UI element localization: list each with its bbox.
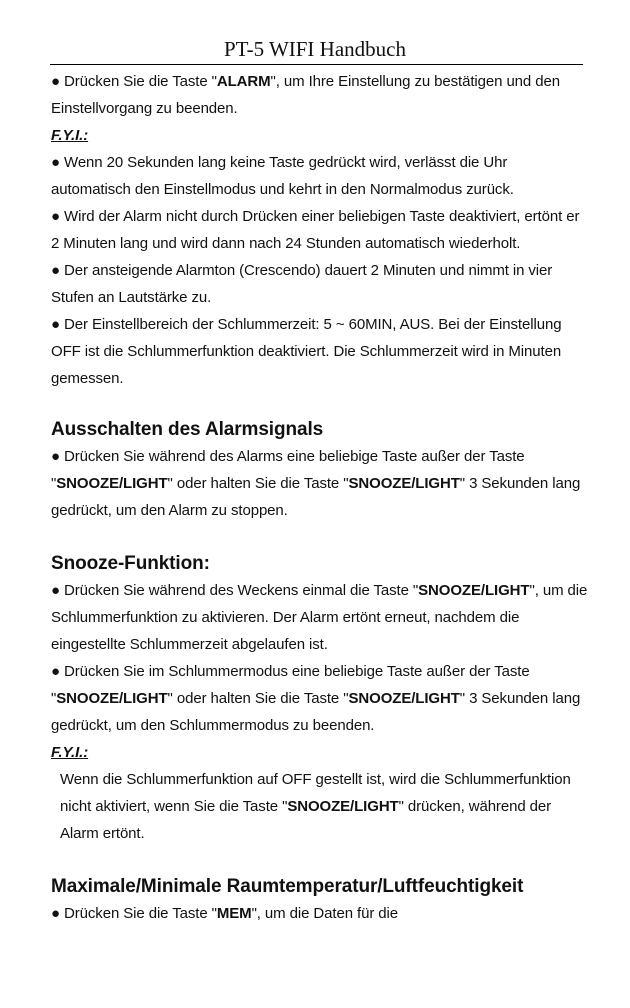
snooze-paragraph-off-note (51, 766, 591, 847)
text-run: " 3 Sekunden lang gedrückt, um den Schlummermodus zu beenden. (51, 690, 581, 734)
text-run: ", um die Daten für die (251, 905, 398, 922)
key-snooze-light: SNOOZE/LIGHT (287, 798, 399, 815)
text-run: ● Drücken Sie während des Weckens einmal die Taste " (51, 582, 419, 599)
text-run: ", um Ihre Einstellung zu bestätigen und den Einstellvorgang zu beenden. (51, 73, 560, 117)
section-title-snooze: Snooze-Funktion: (51, 553, 210, 574)
text-run: ● Drücken Sie die Taste " (51, 73, 217, 90)
text-run: " oder halten Sie die Taste " (167, 475, 349, 492)
key-snooze-light: SNOOZE/LIGHT (348, 690, 460, 707)
manual-content (51, 68, 591, 927)
section-title-max-min: Maximale/Minimale Raumtemperatur/Luftfeuchtigkeit (51, 876, 524, 897)
fyi-label: F.Y.I.: (51, 744, 89, 761)
snooze-paragraph-exit (51, 658, 591, 739)
key-snooze-light: SNOOZE/LIGHT (56, 690, 168, 707)
max-min-paragraph (51, 900, 591, 927)
snooze-paragraph-activate (51, 577, 591, 658)
text-run: " oder halten Sie die Taste " (167, 690, 349, 707)
intro-paragraph-confirm (51, 68, 591, 122)
text-run: ● Drücken Sie die Taste " (51, 905, 217, 922)
intro-paragraph-repeat: ● Wird der Alarm nicht durch Drücken einer beliebigen Taste deaktiviert, ertönt er 2 Minuten lang und wird dann nach 24 Stunden automatisch wiederholt. (51, 208, 580, 252)
page-header: PT-5 WIFI Handbuch (224, 37, 406, 61)
text-run: " drücken, während der Alarm ertönt. (60, 798, 552, 842)
key-alarm: ALARM (216, 73, 271, 90)
text-run: ● Drücken Sie im Schlummermodus eine beliebige Taste außer der Taste " (51, 663, 530, 707)
intro-paragraph-crescendo: ● Der ansteigende Alarmton (Crescendo) dauert 2 Minuten und nimmt in vier Stufen an Lautstärke zu. (51, 262, 553, 306)
section-title-alarm-off: Ausschalten des Alarmsignals (51, 419, 324, 440)
key-snooze-light: SNOOZE/LIGHT (418, 582, 530, 599)
text-run: Wenn die Schlummerfunktion auf OFF gestellt ist, wird die Schlummerfunktion nicht aktiviert, wenn Sie die Taste " (60, 771, 571, 815)
key-snooze-light: SNOOZE/LIGHT (56, 475, 168, 492)
key-mem: MEM (216, 905, 252, 922)
alarm-off-paragraph (51, 443, 591, 524)
intro-paragraph-snooze-range: ● Der Einstellbereich der Schlummerzeit: 5 ~ 60MIN, AUS. Bei der Einstellung OFF ist die Schlummerfunktion deaktiviert. Die Schlummerzeit wird in Minuten gemessen. (51, 316, 562, 387)
fyi-label: F.Y.I.: (51, 127, 89, 144)
header-divider (50, 64, 583, 65)
intro-paragraph-timeout: ● Wenn 20 Sekunden lang keine Taste gedrückt wird, verlässt die Uhr automatisch den Einstellmodus und kehrt in den Normalmodus zurück. (51, 154, 514, 198)
text-run: ", um die Schlummerfunktion zu aktivieren. Der Alarm ertönt erneut, nachdem die eingestellte Schlummerzeit abgelaufen ist. (51, 582, 588, 653)
key-snooze-light: SNOOZE/LIGHT (348, 475, 460, 492)
text-run: ● Drücken Sie während des Alarms eine beliebige Taste außer der Taste " (51, 448, 525, 492)
text-run: " 3 Sekunden lang gedrückt, um den Alarm zu stoppen. (51, 475, 581, 519)
